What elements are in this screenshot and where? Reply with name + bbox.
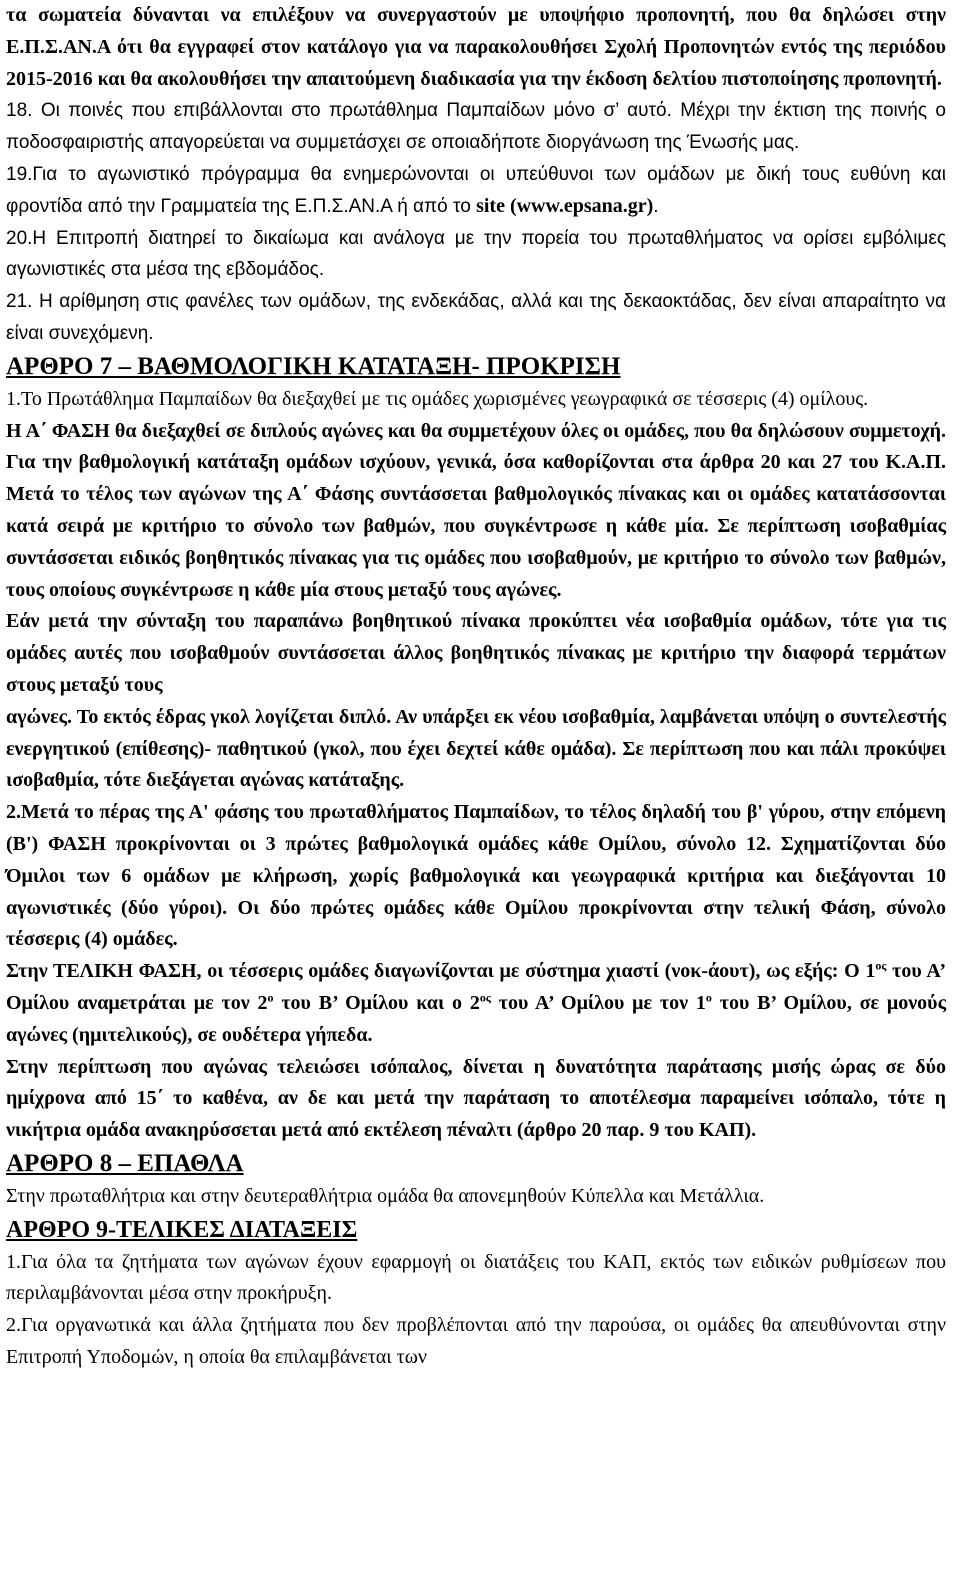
article-7-draw-rule: Στην περίπτωση που αγώνας τελειώσει ισόπαλος, δίνεται η δυνατότητα παράτασης μισής ώρας σε δύο ημίχρονα από 15΄ το καθένα, αν δε και μετά την παράταση το αποτέλεσμα παραμείνει ισόπαλο, τότε η νικήτρια ομάδα ανακηρύσσεται μετά από εκτέλεση πέναλτι (άρθρο 20 παρ. 9 του ΚΑΠ). [6,1055,946,1142]
paragraph-21: 21. Η αρίθμηση στις φανέλες των ομάδων, της ενδεκάδας, αλλά και της δεκαοκτάδας, δεν είναι απαραίτητο να είναι συνεχόμενη. [6,291,946,344]
paragraph-19-end: . [653,195,659,217]
article-7-paragraph-1: 1.Το Πρωτάθλημα Παμπαίδων θα διεξαχθεί με τις ομάδες χωρισμένες γεωγραφικά σε τέσσερις (4) ομίλους. [6,387,869,410]
article-7-paragraph-2: 2.Μετά το πέρας της Α' φάσης του πρωταθλήματος Παμπαίδων, το τέλος δηλαδή του β' γύρου, στην επόμενη (Β') ΦΑΣΗ προκρίνονται οι 3 πρώτες βαθμολογικά ομάδες κάθε Ομίλου, σύνολο 12. Σχηματίζονται δύο Όμιλοι των 6 ομάδων με κλήρωση, χωρίς βαθμολογικά και γεωγραφικά κριτήρια και διεξάγονται 10 αγωνιστικές (δύο γύροι). Οι δύο πρώτες ομάδες κάθε Ομίλου προκρίνονται στην τελική Φάση, σύνολο τέσσερις (4) ομάδες. [6,801,946,951]
article-7-tie-break-1: Εάν μετά την σύνταξη του παραπάνω βοηθητικού πίνακα προκύπτει νέα ισοβαθμία ομάδων, τότε για τις ομάδες αυτές που ισοβαθμούν συντάσσεται άλλος βοηθητικός πίνακας με κριτήριο την διαφορά τερμάτων στους μεταξύ τους [6,610,946,696]
article-7-heading: ΑΡΘΡΟ 7 – ΒΑΘΜΟΛΟΓΙΚΗ ΚΑΤΑΤΑΞΗ- ΠΡΟΚΡΙΣΗ [6,352,621,380]
site-link[interactable]: site (www.epsana.gr) [476,194,654,217]
article-9-paragraph-2: 2.Για οργανωτικά και άλλα ζητήματα που δεν προβλέπονται από την παρούσα, οι ομάδες θα απευθύνονται στην Επιτροπή Υποδομών, η οποία θα επιλαμβάνεται των [6,1314,946,1369]
ordinal-1: ος [875,958,887,973]
paragraph-18: 18. Οι ποινές που επιβάλλονται στο πρωτάθλημα Παμπαίδων μόνο σ’ αυτό. Μέχρι την έκτιση της ποινής ο ποδοσφαιριστής απαγορεύεται να συμμετάσχει σε οποιαδήποτε διοργάνωση της Ένωσής μας. [6,100,946,154]
article-8-text: Στην πρωταθλήτρια και στην δευτεραθλήτρια ομάδα θα απονεμηθούν Κύπελλα και Μετάλλια. [6,1184,765,1207]
paragraph-coach-registration: τα σωματεία δύνανται να επιλέξουν να συνεργαστούν με υποψήφιο προπονητή, που θα δηλώσει στην Ε.Π.Σ.ΑΝ.Α ότι θα εγγραφεί στον κατάλογο για να παρακολουθήσει Σχολή Προπονητών εντός της περιόδου 2015-2016 και θα ακολουθήσει την απαιτούμενη διαδικασία για την έκδοση δελτίου πιστοποίησης προπονητή. [6,4,946,90]
final-phase-text-b: του Α’ Ομίλου αναμετράται με τον 2 [6,960,946,1014]
paragraph-20: 20.Η Επιτροπή διατηρεί το δικαίωμα και ανάλογα με την πορεία του πρωταθλήματος να ορίσει εμβόλιμες αγωνιστικές στα μέσα της εβδομάδος. [6,227,946,281]
article-9-heading: ΑΡΘΡΟ 9-ΤΕΛΙΚΕΣ ΔΙΑΤΑΞΕΙΣ [6,1216,358,1243]
article-8-heading: ΑΡΘΡΟ 8 – ΕΠΑΘΛΑ [6,1149,244,1177]
ordinal-2: ο [267,990,274,1005]
final-phase-text-d: του Α’ Ομίλου με τον 1 [490,991,706,1014]
paragraph-19-text: 19.Για το αγωνιστικό πρόγραμμα θα ενημερώνονται οι υπεύθυνοι των ομάδων με δική τους ευθύνη και φροντίδα από την Γραμματεία της Ε.Π.Σ.ΑΝ.Α ή από το [6,163,946,217]
paragraph-19 [6,159,946,223]
ordinal-3: ος [479,990,491,1005]
article-9-paragraph-1: 1.Για όλα τα ζητήματα των αγώνων έχουν εφαρμογή οι διατάξεις του ΚΑΠ, εκτός των ειδικών ρυθμίσεων που περιλαμβάνονται μέσα στην προκήρυξη. [6,1250,946,1305]
article-7-tie-break-2: αγώνες. Το εκτός έδρας γκολ λογίζεται διπλό. Αν υπάρξει εκ νέου ισοβαθμία, λαμβάνεται υπόψη ο συντελεστής ενεργητικού (επίθεσης)- παθητικού (γκολ, που έχει δεχτεί κάθε ομάδα). Σε περίπτωση που και πάλι προκύψει ισοβαθμία, τότε διεξάγεται αγώνας κατάταξης. [6,705,946,792]
article-7-phase-a: Η Α΄ ΦΑΣΗ θα διεξαχθεί σε διπλούς αγώνες και θα συμμετέχουν όλες οι ομάδες, που θα δηλώσουν συμμετοχή. Για την βαθμολογική κατάταξη ομάδων ισχύουν, γενικά, όσα καθορίζονται στα άρθρα 20 και 27 του Κ.Α.Π. Μετά το τέλος των αγώνων της Α΄ Φάσης συντάσσεται βαθμολογικός πίνακας και οι ομάδες κατατάσσονται κατά σειρά με κριτήριο το σύνολο των βαθμών, που συγκέντρωσε η κάθε μία. Σε περίπτωση ισοβαθμίας συντάσσεται ειδικός βοηθητικός πίνακας για τις ομάδες που ισοβαθμούν, με κριτήριο το σύνολο των βαθμών, τους οποίους συγκέντρωσε η κάθε μία στους μεταξύ τους αγώνες. [6,419,946,601]
article-7-final-phase [6,956,946,1051]
final-phase-text-c: του Β’ Ομίλου και ο 2 [273,991,480,1014]
final-phase-text-e: του Β’ Ομίλου, σε μονούς αγώνες (ημιτελικούς), σε ουδέτερα γήπεδα. [6,991,947,1046]
final-phase-text-a: Στην ΤΕΛΙΚΗ ΦΑΣΗ, οι τέσσερις ομάδες διαγωνίζονται με σύστημα χιαστί (νοκ-άουτ), ως εξής: Ο 1 [6,960,876,983]
ordinal-4: ο [705,990,712,1005]
